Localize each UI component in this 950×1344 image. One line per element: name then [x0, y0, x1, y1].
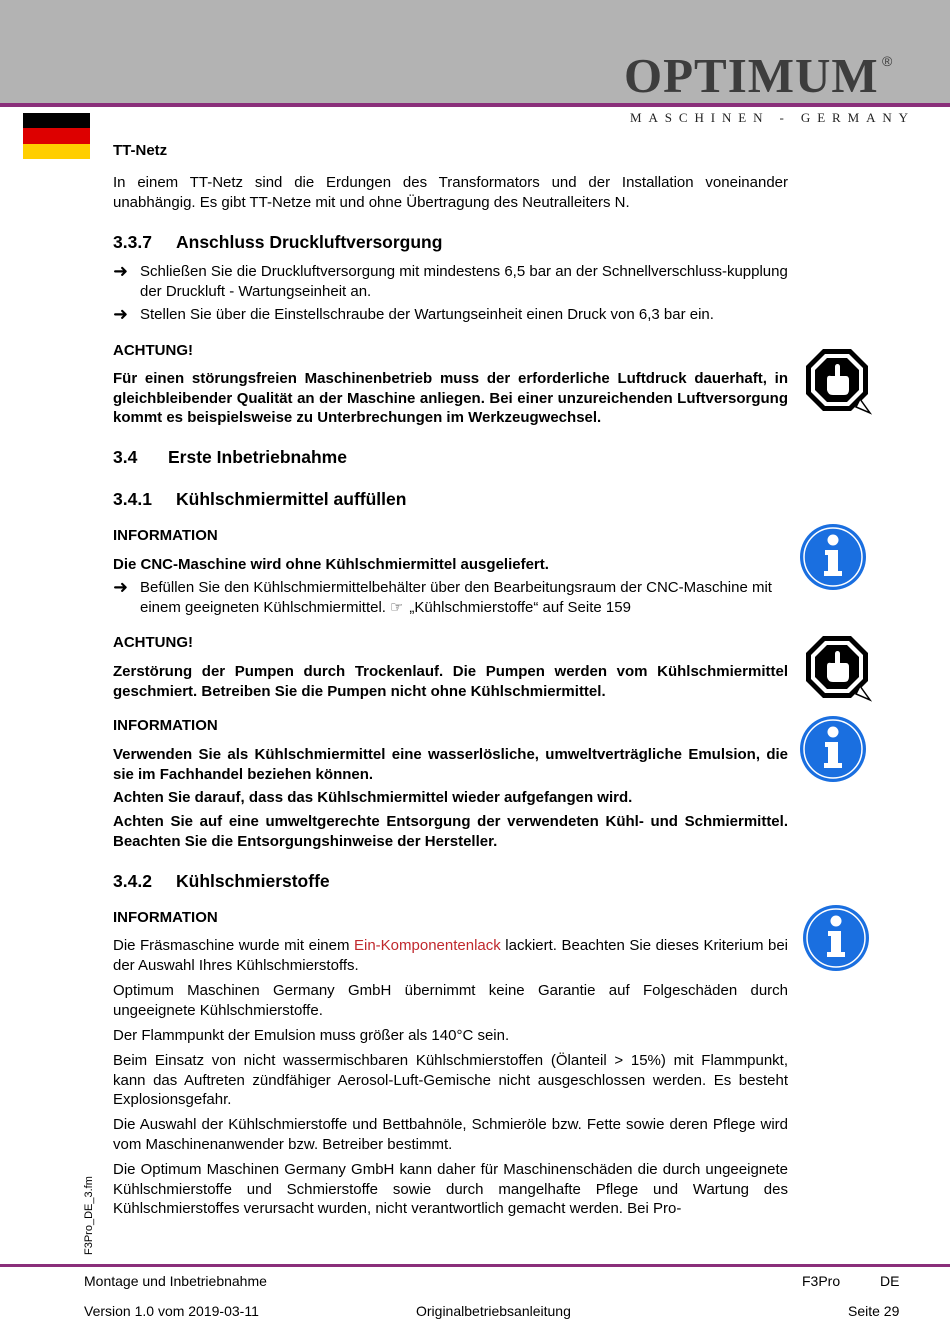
information-label: INFORMATION	[113, 527, 218, 544]
footer-chapter: Montage und Inbetriebnahme	[84, 1273, 267, 1289]
footer-language: DE	[880, 1273, 900, 1289]
footer-model: F3Pro	[802, 1273, 841, 1289]
body-paragraph: Die Auswahl der Kühlschmierstoffe und Bettbahnöle, Schmieröle bzw. Fette sowie deren Pflege wird vom Maschinenanwender bzw. Betreiber bestimmt.	[113, 1116, 788, 1153]
footer-document-type: Originalbetriebsanleitung	[416, 1303, 571, 1319]
section-number: 3.4.1	[113, 489, 152, 509]
section-heading-3-3-7	[113, 232, 442, 253]
information-label: INFORMATION	[113, 717, 218, 734]
section-title: Erste Inbetriebnahme	[168, 447, 347, 467]
section-number: 3.3.7	[113, 232, 152, 252]
body-paragraph: Optimum Maschinen Germany GmbH übernimmt keine Garantie auf Folgeschäden durch ungeeignete Kühlschmierstoffe.	[113, 982, 788, 1019]
body-paragraph: Der Flammpunkt der Emulsion muss größer als 140°C sein.	[113, 1027, 510, 1044]
tt-netz-title: TT-Netz	[113, 142, 168, 159]
attention-hand-icon	[802, 347, 872, 417]
cross-reference-link[interactable]: „Kühlschmierstoffe“ auf Seite 159	[409, 598, 631, 616]
logo-registered-mark: ®	[882, 53, 893, 69]
section-number: 3.4.2	[113, 871, 152, 891]
information-icon	[799, 523, 867, 591]
information-label: INFORMATION	[113, 909, 218, 926]
section-number: 3.4	[113, 447, 138, 467]
logo-wordmark: OPTIMUM	[624, 48, 879, 103]
warning-text: Zerstörung der Pumpen durch Trockenlauf. Die Pumpen werden vom Kühlschmiermittel geschmiert. Betreiben Sie die Pumpen nicht ohne Kühlschmiermittel.	[113, 663, 788, 700]
pointing-hand-icon: ☞	[389, 598, 404, 616]
information-icon	[802, 904, 870, 972]
instruction-item: Schließen Sie die Druckluftversorgung mit mindestens 6,5 bar an der Schnellverschluss-kupplung der Druckluft - Wartungseinheit an.	[140, 263, 788, 300]
instruction-text: Befüllen Sie den Kühlschmiermittelbehälter über den Bearbeitungsraum der CNC-Maschine mit einem geeigneten Kühlschmiermittel.	[140, 579, 772, 616]
german-flag-icon	[23, 113, 90, 159]
arrow-right-icon: ➜	[113, 304, 129, 324]
arrow-right-icon: ➜	[113, 261, 129, 281]
body-paragraph: Beim Einsatz von nicht wassermischbaren Kühlschmierstoffen (Ölanteil > 15%) mit Flammpunkt, kann das Auftreten zündfähiger Aerosol-Luft-Gemische nicht ausgeschlossen werden. Es besteht Explosionsgefahr.	[113, 1052, 788, 1108]
source-file-label: F3Pro_DE_3.fm	[83, 1176, 95, 1255]
information-text: Achten Sie darauf, dass das Kühlschmiermittel wieder aufgefangen wird.	[113, 789, 633, 806]
information-text: Verwenden Sie als Kühlschmiermittel eine wasserlösliche, umweltverträgliche Emulsion, die sie im Fachhandel beziehen können.	[113, 746, 788, 783]
section-title: Kühlschmierstoffe	[176, 871, 330, 891]
attention-hand-icon	[802, 634, 872, 704]
arrow-right-icon: ➜	[113, 577, 129, 597]
optimum-logo	[624, 48, 915, 131]
warning-text: Für einen störungsfreien Maschinenbetrieb muss der erforderliche Luftdruck dauerhaft, in gleichbleibender Qualität an der Maschine anliegen. Bei einer unzureichenden Luftversorgung kommt es beispielsweise zu Unterbrechungen im Werkzeugwechsel.	[113, 370, 788, 426]
information-text: Die CNC-Maschine wird ohne Kühlschmiermittel ausgeliefert.	[113, 556, 549, 573]
glossary-link[interactable]: Ein-Komponentenlack	[354, 937, 501, 954]
footer-divider	[0, 1264, 950, 1267]
section-title: Kühlschmiermittel auffüllen	[176, 489, 407, 509]
paragraph-text: Die Fräsmaschine wurde mit einem	[113, 937, 354, 954]
footer-version: Version 1.0 vom 2019-03-11	[84, 1303, 259, 1319]
warning-label: ACHTUNG!	[113, 342, 193, 359]
information-text: Achten Sie auf eine umweltgerechte Entsorgung der verwendeten Kühl- und Schmiermittel. Beachten Sie die Entsorgungshinweise der Hersteller.	[113, 813, 788, 850]
body-paragraph	[113, 936, 788, 975]
body-paragraph: Die Optimum Maschinen Germany GmbH kann daher für Maschinenschäden die durch ungeeignete Kühlschmierstoffe und Schmierstoffe sowie durch mangelhafte Pflege und Wartung des Kühlschmierstoffes verursacht wurden, nicht verantwortlich gemacht werden. Bei Pro-	[113, 1161, 788, 1217]
warning-label: ACHTUNG!	[113, 634, 193, 651]
section-title: Anschluss Druckluftversorgung	[176, 232, 443, 252]
section-heading-3-4	[113, 447, 347, 468]
information-icon	[799, 715, 867, 783]
footer-page-number: Seite 29	[848, 1303, 900, 1319]
instruction-item	[140, 578, 790, 617]
section-heading-3-4-1	[113, 489, 406, 510]
section-heading-3-4-2	[113, 871, 330, 892]
logo-subtitle: MASCHINEN - GERMANY	[630, 110, 915, 125]
paragraph-text: lackiert. Beachten Sie dieses Kriterium bei der Auswahl Ihres Kühlschmierstoffs.	[113, 937, 788, 974]
instruction-item: Stellen Sie über die Einstellschraube der Wartungseinheit einen Druck von 6,3 bar ein.	[140, 306, 714, 323]
tt-netz-text: In einem TT-Netz sind die Erdungen des Transformators und der Installation voneinander unabhängig. Es gibt TT-Netze mit und ohne Übertragung des Neutralleiters N.	[113, 174, 788, 211]
